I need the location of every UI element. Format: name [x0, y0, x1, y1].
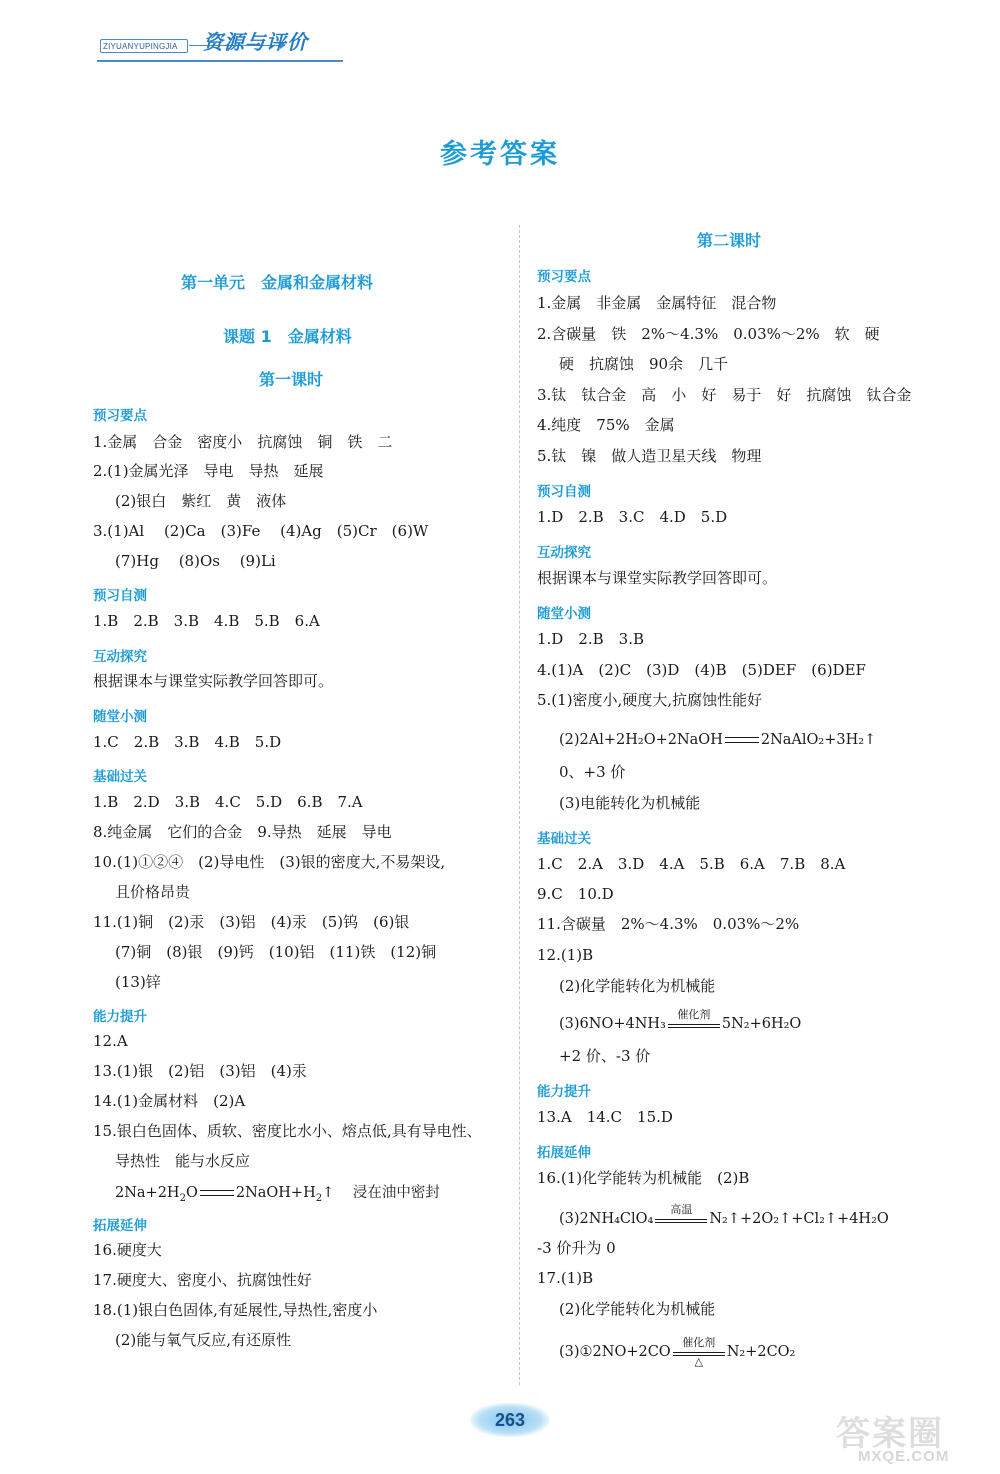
equation-line: (2)2Al+2H₂O+2NaOH 2NaAlO₂+3H₂↑: [559, 732, 877, 748]
answer-line: 12.(1)B: [537, 946, 594, 964]
section-heading: 预习自测: [537, 484, 591, 500]
equals-sign: [725, 737, 759, 743]
answer-line: 硬 抗腐蚀 90余 几千: [559, 355, 729, 373]
reaction-condition: 催化剂: [668, 1014, 720, 1034]
answer-line: -3 价升为 0: [537, 1239, 616, 1257]
page-number: 263: [470, 1403, 550, 1437]
section-heading: 基础过关: [93, 769, 147, 785]
answer-line: 4.(1)A (2)C (3)D (4)B (5)DEF (6)DEF: [537, 661, 866, 679]
answer-line: 0、+3 价: [559, 763, 626, 781]
answer-line: 1.D 2.B 3.B: [537, 630, 645, 648]
answer-line: 4.纯度 75% 金属: [537, 416, 675, 434]
answer-line: 11.含碳量 2%～4.3% 0.03%～2%: [537, 915, 800, 933]
reaction-condition: 催化剂 △: [673, 1342, 725, 1362]
answer-line: (7)铜 (8)银 (9)钙 (10)铝 (11)铁 (12)铜: [115, 943, 437, 961]
column-divider: [519, 225, 520, 1385]
answer-line: 13.(1)银 (2)铝 (3)铝 (4)汞: [93, 1062, 307, 1080]
answer-line: 5.钛 镍 做人造卫星天线 物理: [537, 447, 762, 465]
watermark-logo: 答案圈 MXQE.COM: [836, 1415, 950, 1465]
answer-line: (2)银白 紫红 黄 液体: [115, 492, 287, 510]
section-heading: 预习要点: [537, 269, 591, 285]
answer-line: (3)电能转化为机械能: [559, 794, 701, 812]
header-pinyin: ZIYUANYUPINGJIA: [100, 39, 188, 53]
answer-line: 3.钛 钛合金 高 小 好 易于 好 抗腐蚀 钛合金: [537, 386, 912, 404]
answer-line: (2)能与氧气反应,有还原性: [115, 1331, 292, 1349]
page-title: 参考答案: [440, 139, 560, 170]
header-brand: 资源与评价: [203, 30, 308, 54]
answer-line: 5.(1)密度小,硬度大,抗腐蚀性能好: [537, 691, 763, 709]
answer-line: 9.C 10.D: [537, 885, 614, 903]
answer-line: (2)化学能转化为机械能: [559, 1300, 716, 1318]
equals-sign: [200, 1190, 234, 1196]
answer-line: +2 价、-3 价: [559, 1047, 651, 1065]
answer-line: 15.银白色固体、质软、密度比水小、熔点低,具有导电性、: [93, 1122, 482, 1140]
answer-line: 8.纯金属 它们的合金 9.导热 延展 导电: [93, 823, 392, 841]
answer-line: 根据课本与课堂实际教学回答即可。: [537, 569, 778, 587]
unit-title: 第一单元 金属和金属材料: [181, 273, 374, 292]
answer-line: (7)Hg (8)Os (9)Li: [115, 552, 276, 570]
section-heading: 预习要点: [93, 408, 147, 424]
answer-line: 16.(1)化学能转为机械能 (2)B: [537, 1169, 750, 1187]
header-logo: [97, 26, 347, 60]
answer-line: 12.A: [93, 1032, 128, 1050]
section-heading: 随堂小测: [537, 606, 591, 622]
answer-line: 16.硬度大: [93, 1241, 162, 1259]
answer-line: 1.C 2.A 3.D 4.A 5.B 6.A 7.B 8.A: [537, 855, 846, 873]
section-heading: 拓展延伸: [93, 1218, 147, 1234]
header-underline: [97, 60, 343, 62]
answer-line: (13)锌: [115, 973, 161, 991]
answer-line: 1.金属 合金 密度小 抗腐蚀 铜 铁 二: [93, 433, 393, 451]
answer-line: 14.(1)金属材料 (2)A: [93, 1092, 246, 1110]
lesson-title: 第二课时: [697, 231, 762, 250]
answer-line: 11.(1)铜 (2)汞 (3)铝 (4)汞 (5)钨 (6)银: [93, 913, 410, 931]
answer-line: 10.(1)①②④ (2)导电性 (3)银的密度大,不易架设,: [93, 853, 446, 871]
answer-line: 13.A 14.C 15.D: [537, 1108, 673, 1126]
answer-line: 17.硬度大、密度小、抗腐蚀性好: [93, 1271, 312, 1289]
answer-line: 1.D 2.B 3.C 4.D 5.D: [537, 508, 728, 526]
answer-line: 17.(1)B: [537, 1269, 594, 1287]
answer-line: 1.B 2.D 3.B 4.C 5.D 6.B 7.A: [93, 793, 363, 811]
section-heading: 能力提升: [93, 1009, 147, 1025]
answer-line: 且价格昂贵: [115, 883, 191, 901]
section-heading: 随堂小测: [93, 709, 147, 725]
answer-line: 导热性 能与水反应: [115, 1152, 251, 1170]
answer-line: 根据课本与课堂实际教学回答即可。: [93, 672, 334, 690]
answer-line: 2.(1)金属光泽 导电 导热 延展: [93, 462, 324, 480]
section-heading: 互动探究: [93, 649, 147, 665]
answer-line: 18.(1)银白色固体,有延展性,导热性,密度小: [93, 1301, 378, 1319]
section-heading: 互动探究: [537, 545, 591, 561]
answer-line: 1.金属 非金属 金属特征 混合物: [537, 294, 777, 312]
equation-line: (3)①2NO+2CO 催化剂 △ N₂+2CO₂: [559, 1336, 796, 1368]
section-heading: 预习自测: [93, 588, 147, 604]
answer-line: (2)化学能转化为机械能: [559, 977, 716, 995]
section-heading: 基础过关: [537, 831, 591, 847]
answer-line: 1.B 2.B 3.B 4.B 5.B 6.A: [93, 612, 320, 630]
answer-line: 3.(1)Al (2)Ca (3)Fe (4)Ag (5)Cr (6)W: [93, 522, 429, 540]
topic-title: 课题 1 金属材料: [223, 327, 352, 346]
answer-line: 1.C 2.B 3.B 4.B 5.D: [93, 733, 282, 751]
equation-line: $2Na+2H_2O$ $2NaOH+H_2↑$ 浸在油中密封: [115, 1185, 440, 1204]
lesson-title: 第一课时: [259, 370, 324, 389]
section-heading: 能力提升: [537, 1084, 591, 1100]
equation-line: (3)6NO+4NH₃ 催化剂 5N₂+6H₂O: [559, 1008, 802, 1032]
answer-line: 2.含碳量 铁 2%～4.3% 0.03%～2% 软 硬: [537, 325, 880, 343]
reaction-condition: 高温: [655, 1209, 707, 1229]
section-heading: 拓展延伸: [537, 1145, 591, 1161]
equation-line: (3)2NH₄ClO₄ 高温 N₂↑+2O₂↑+Cl₂↑+4H₂O: [559, 1203, 889, 1227]
